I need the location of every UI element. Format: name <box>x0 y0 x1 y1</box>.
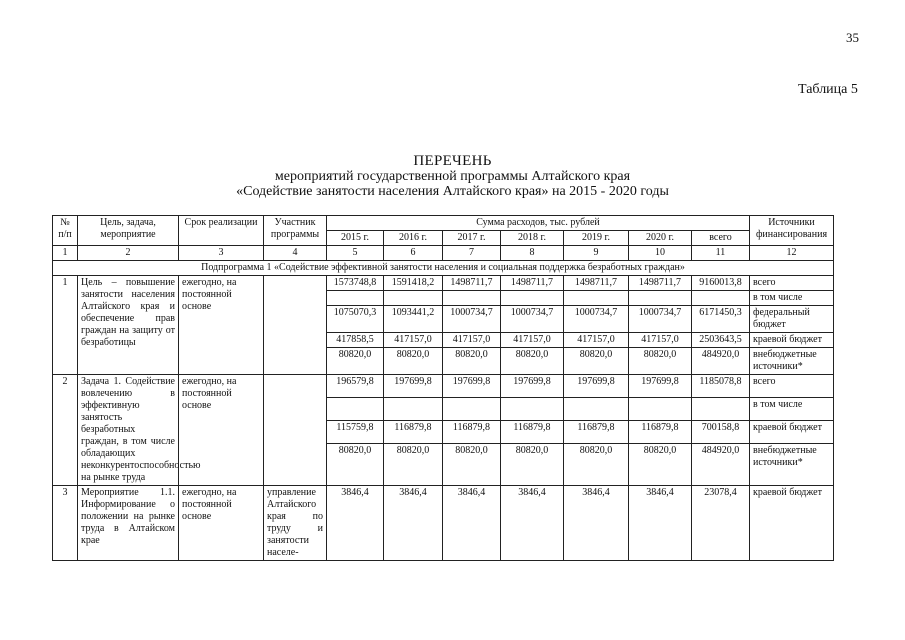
value-cell: 1498711,7 <box>564 276 629 291</box>
total-cell: 484920,0 <box>692 348 750 375</box>
row-term: ежегодно, на постоянной основе <box>179 486 264 561</box>
row-term: ежегодно, на постоянной основе <box>179 375 264 486</box>
source-cell: внебюджетные источники* <box>750 348 834 375</box>
value-cell: 80820,0 <box>501 348 564 375</box>
value-cell: 196579,8 <box>327 375 384 398</box>
value-cell: 197699,8 <box>501 375 564 398</box>
value-cell: 417157,0 <box>564 333 629 348</box>
total-cell <box>692 291 750 306</box>
column-index: 11 <box>692 246 750 261</box>
header-year: 2015 г. <box>327 231 384 246</box>
heading-title: ПЕРЕЧЕНЬ <box>413 153 492 169</box>
value-cell: 417858,5 <box>327 333 384 348</box>
total-cell: 1185078,8 <box>692 375 750 398</box>
row-term: ежегодно, на постоянной основе <box>179 276 264 375</box>
value-cell: 116879,8 <box>501 421 564 444</box>
value-cell <box>501 398 564 421</box>
source-cell: федеральный бюджет <box>750 306 834 333</box>
value-cell: 3846,4 <box>564 486 629 561</box>
table-row <box>53 486 834 561</box>
value-cell <box>564 291 629 306</box>
total-cell: 700158,8 <box>692 421 750 444</box>
value-cell <box>629 291 692 306</box>
row-participant: управление Алтайского края по труду и занятости населе- <box>264 486 327 561</box>
value-cell: 3846,4 <box>384 486 443 561</box>
column-index: 5 <box>327 246 384 261</box>
value-cell: 80820,0 <box>629 348 692 375</box>
column-index: 12 <box>750 246 834 261</box>
value-cell: 116879,8 <box>629 421 692 444</box>
value-cell: 115759,8 <box>327 421 384 444</box>
value-cell: 80820,0 <box>327 348 384 375</box>
value-cell <box>327 398 384 421</box>
header-year: 2018 г. <box>501 231 564 246</box>
value-cell: 1591418,2 <box>384 276 443 291</box>
value-cell <box>501 291 564 306</box>
value-cell <box>443 291 501 306</box>
value-cell: 80820,0 <box>327 444 384 486</box>
value-cell: 1000734,7 <box>443 306 501 333</box>
value-cell: 197699,8 <box>564 375 629 398</box>
heading-line-1: мероприятий государственной программы Алтайского края <box>274 169 631 184</box>
value-cell: 1000734,7 <box>501 306 564 333</box>
header-year: 2020 г. <box>629 231 692 246</box>
value-cell: 417157,0 <box>443 333 501 348</box>
value-cell: 3846,4 <box>629 486 692 561</box>
table-label: Таблица 5 <box>798 82 858 97</box>
source-cell: краевой бюджет <box>750 486 834 561</box>
total-cell: 9160013,8 <box>692 276 750 291</box>
row-num: 2 <box>53 375 78 486</box>
value-cell: 1000734,7 <box>564 306 629 333</box>
row-participant <box>264 375 327 486</box>
column-index: 10 <box>629 246 692 261</box>
source-cell: всего <box>750 276 834 291</box>
source-cell: краевой бюджет <box>750 333 834 348</box>
total-cell: 23078,4 <box>692 486 750 561</box>
column-index-row <box>53 246 834 261</box>
value-cell: 116879,8 <box>384 421 443 444</box>
table-row <box>53 276 834 291</box>
source-cell: краевой бюджет <box>750 421 834 444</box>
expenses-table <box>52 215 834 561</box>
value-cell: 1093441,2 <box>384 306 443 333</box>
value-cell: 1498711,7 <box>629 276 692 291</box>
total-cell: 2503643,5 <box>692 333 750 348</box>
value-cell <box>443 398 501 421</box>
value-cell: 80820,0 <box>564 444 629 486</box>
column-index: 7 <box>443 246 501 261</box>
value-cell: 1000734,7 <box>629 306 692 333</box>
subprogram-row <box>53 261 834 276</box>
header-sum: Сумма расходов, тыс. рублей <box>327 216 750 231</box>
source-cell: в том числе <box>750 398 834 421</box>
total-cell: 484920,0 <box>692 444 750 486</box>
source-cell: всего <box>750 375 834 398</box>
table-row <box>53 375 834 398</box>
value-cell: 197699,8 <box>384 375 443 398</box>
header-num: № п/п <box>53 216 78 246</box>
subprogram-title: Подпрограмма 1 «Содействие эффективной занятости населения и социальная поддержка безработных граждан» <box>53 261 834 276</box>
column-index: 6 <box>384 246 443 261</box>
value-cell: 116879,8 <box>564 421 629 444</box>
column-index: 4 <box>264 246 327 261</box>
page-number: 35 <box>846 30 859 45</box>
value-cell <box>384 291 443 306</box>
value-cell: 3846,4 <box>327 486 384 561</box>
value-cell: 3846,4 <box>501 486 564 561</box>
value-cell: 80820,0 <box>443 348 501 375</box>
value-cell: 80820,0 <box>384 348 443 375</box>
value-cell <box>629 398 692 421</box>
value-cell: 1075070,3 <box>327 306 384 333</box>
table-header-row <box>53 216 834 231</box>
column-index: 2 <box>78 246 179 261</box>
header-year: 2017 г. <box>443 231 501 246</box>
value-cell: 417157,0 <box>629 333 692 348</box>
row-participant <box>264 276 327 375</box>
column-index: 8 <box>501 246 564 261</box>
value-cell: 116879,8 <box>443 421 501 444</box>
value-cell: 197699,8 <box>629 375 692 398</box>
header-participant: Участник программы <box>264 216 327 246</box>
document-heading <box>0 154 905 199</box>
value-cell: 417157,0 <box>384 333 443 348</box>
value-cell: 80820,0 <box>443 444 501 486</box>
value-cell <box>327 291 384 306</box>
source-cell: в том числе <box>750 291 834 306</box>
column-index: 3 <box>179 246 264 261</box>
heading-line-2: «Содействие занятости населения Алтайского края» на 2015 - 2020 годы <box>236 184 669 199</box>
value-cell: 80820,0 <box>384 444 443 486</box>
header-goal: Цель, задача, мероприятие <box>78 216 179 246</box>
header-total: всего <box>692 231 750 246</box>
row-goal: Цель – повышение занятости населения Алтайского края и обеспечение прав граждан на защиту от безработицы <box>78 276 179 375</box>
value-cell: 197699,8 <box>443 375 501 398</box>
total-cell: 6171450,3 <box>692 306 750 333</box>
value-cell <box>384 398 443 421</box>
header-year: 2016 г. <box>384 231 443 246</box>
value-cell: 1498711,7 <box>501 276 564 291</box>
header-year: 2019 г. <box>564 231 629 246</box>
value-cell <box>564 398 629 421</box>
value-cell: 80820,0 <box>629 444 692 486</box>
row-num: 3 <box>53 486 78 561</box>
total-cell <box>692 398 750 421</box>
header-source: Источники финансирования <box>750 216 834 246</box>
row-num: 1 <box>53 276 78 375</box>
value-cell: 1573748,8 <box>327 276 384 291</box>
row-goal: Мероприятие 1.1. Информирование о положении на рынке труда в Алтайском крае <box>78 486 179 561</box>
value-cell: 1498711,7 <box>443 276 501 291</box>
column-index: 1 <box>53 246 78 261</box>
value-cell: 80820,0 <box>564 348 629 375</box>
value-cell: 80820,0 <box>501 444 564 486</box>
value-cell: 3846,4 <box>443 486 501 561</box>
source-cell: внебюджетные источники* <box>750 444 834 486</box>
value-cell: 417157,0 <box>501 333 564 348</box>
header-term: Срок реализации <box>179 216 264 246</box>
column-index: 9 <box>564 246 629 261</box>
row-goal: Задача 1. Содействие вовлечению в эффективную занятость безработных граждан, в том числе обладающих неконкурентоспособностью на рынке труда <box>78 375 179 486</box>
